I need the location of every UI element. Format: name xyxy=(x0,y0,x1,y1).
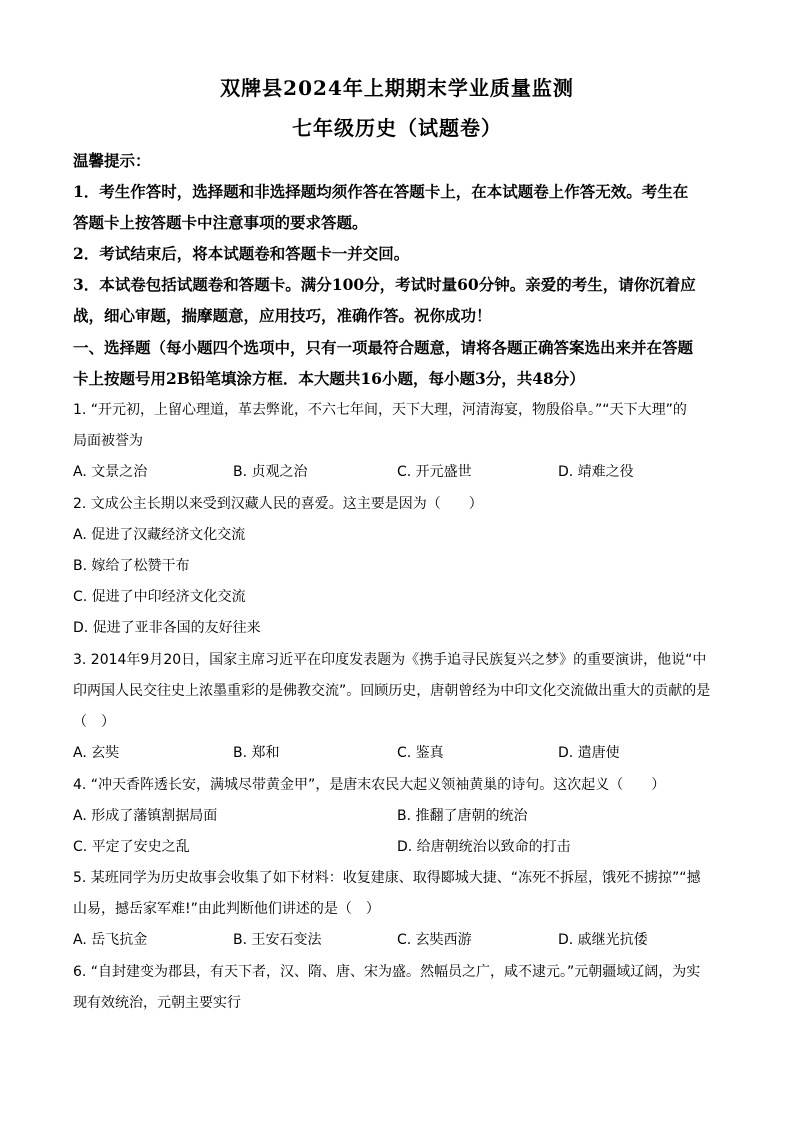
q1-option-b: B. 贞观之治 xyxy=(233,464,308,480)
q5-option-c: C. 玄奘西游 xyxy=(397,932,472,948)
question-5-stem: 5. 某班同学为历史故事会收集了如下材料：收复建康、取得郾城大捷、“冻死不拆屋，饿死不掳掠”“撼 xyxy=(73,870,701,886)
section-heading: 一、选择题（每小题四个选项中，只有一项最符合题意，请将各题正确答案选出来并在答题 xyxy=(73,338,694,357)
notice-line: 1．考生作答时，选择题和非选择题均须作答在答题卡上，在本试题卷上作答无效。考生在 xyxy=(73,182,689,201)
q5-option-d: D. 戚继光抗倭 xyxy=(558,932,648,948)
question-6-stem: 6. “自封建变为郡县，有天下者，汉、隋、唐、宋为盛。然幅员之广，咸不逮元。”元朝疆域辽阔，为实 xyxy=(73,964,701,980)
question-3-stem: 印两国人民交往史上浓墨重彩的是佛教交流”。回顾历史，唐朝曾经为中印文化交流做出重大的贡献的是 xyxy=(73,683,711,699)
question-4-stem: 4. “冲天香阵透长安，满城尽带黄金甲”，是唐末农民大起义领袖黄巢的诗句。这次起义（ ） xyxy=(73,777,666,793)
q2-option-a: A. 促进了汉藏经济文化交流 xyxy=(73,527,246,543)
exam-subtitle: 七年级历史（试题卷） xyxy=(292,116,502,140)
q1-option-a: A. 文景之治 xyxy=(73,464,148,480)
question-5-stem: 山易，撼岳家军难!”由此判断他们讲述的是（ ） xyxy=(73,901,380,917)
q1-option-c: C. 开元盛世 xyxy=(397,464,472,480)
q2-option-c: C. 促进了中印经济文化交流 xyxy=(73,589,246,605)
question-3-stem: （ ） xyxy=(73,714,115,730)
notice-line: 3．本试卷包括试题卷和答题卡。满分100分，考试时量60分钟。亲爱的考生，请你沉着应 xyxy=(73,275,696,294)
q2-option-b: B. 嫁给了松赞干布 xyxy=(73,558,190,574)
q5-option-b: B. 王安石变法 xyxy=(233,932,322,948)
exam-title: 双牌县2024年上期期末学业质量监测 xyxy=(220,76,574,100)
q3-option-b: B. 郑和 xyxy=(233,745,280,761)
section-heading: 卡上按题号用2B铅笔填涂方框．本大题共16小题，每小题3分，共48分） xyxy=(73,369,585,388)
question-2-stem: 2. 文成公主长期以来受到汉藏人民的喜爱。这主要是因为（ ） xyxy=(73,496,483,512)
notice-line: 战，细心审题，揣摩题意，应用技巧，准确作答。祝你成功！ xyxy=(73,306,492,325)
notice-line: 答题卡上按答题卡中注意事项的要求答题。 xyxy=(73,213,368,232)
q4-option-a: A. 形成了藩镇割据局面 xyxy=(73,808,218,824)
notice-heading: 温馨提示： xyxy=(73,151,151,170)
q3-option-c: C. 鉴真 xyxy=(397,745,444,761)
q4-option-b: B. 推翻了唐朝的统治 xyxy=(397,808,528,824)
q3-option-d: D. 遣唐使 xyxy=(558,745,620,761)
notice-line: 2．考试结束后，将本试题卷和答题卡一并交回。 xyxy=(73,244,410,263)
question-1-stem: 1. “开元初，上留心理道，革去弊讹，不六七年间，天下大理，河清海宴，物殷俗阜。”“天下大理”的 xyxy=(73,402,687,418)
question-6-stem: 现有效统治，元朝主要实行 xyxy=(73,995,241,1011)
q3-option-a: A. 玄奘 xyxy=(73,745,120,761)
question-3-stem: 3. 2014年9月20日，国家主席习近平在印度发表题为《携手追寻民族复兴之梦》的重要演讲，他说“中 xyxy=(73,652,707,668)
q5-option-a: A. 岳飞抗金 xyxy=(73,932,148,948)
question-1-stem: 局面被誉为 xyxy=(73,433,143,449)
q2-option-d: D. 促进了亚非各国的友好往来 xyxy=(73,620,261,636)
q4-option-c: C. 平定了安史之乱 xyxy=(73,839,190,855)
q4-option-d: D. 给唐朝统治以致命的打击 xyxy=(397,839,571,855)
q1-option-d: D. 靖难之役 xyxy=(558,464,634,480)
